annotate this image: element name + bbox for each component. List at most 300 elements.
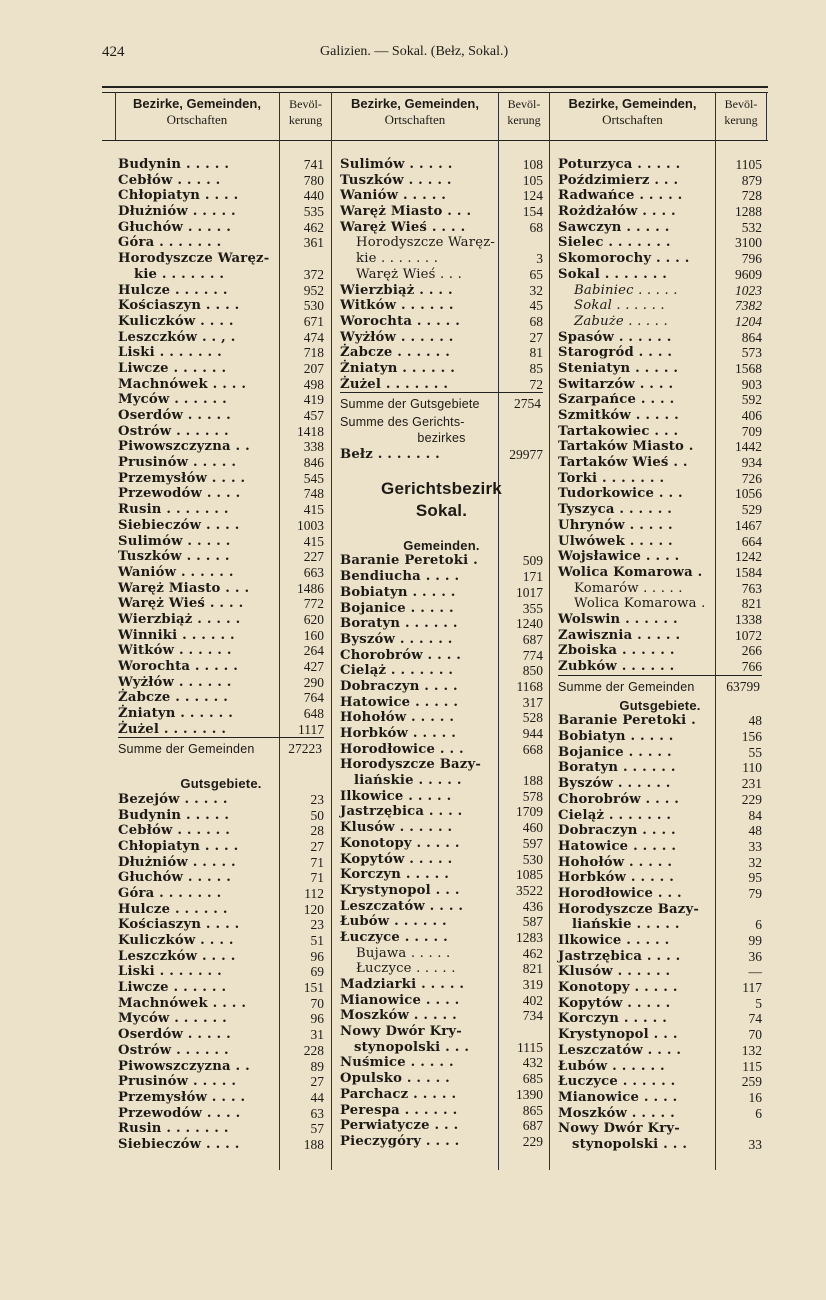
header-rule [102, 140, 768, 141]
population-value: 846 [303, 455, 324, 471]
table-row [340, 804, 543, 820]
table-row [340, 478, 543, 500]
population-value: 3 [536, 251, 543, 267]
table-row [558, 870, 762, 886]
table-row [340, 392, 543, 415]
place-name: Kopytów . . . . . [340, 851, 453, 867]
table-row [118, 408, 324, 424]
table-row [340, 415, 543, 431]
place-name: Perwiatycze . . . [340, 1118, 459, 1134]
table-row [118, 439, 324, 455]
table-row [118, 188, 324, 204]
place-name: Hulcze . . . . . . [118, 282, 228, 298]
table-row [558, 776, 762, 792]
place-name: Pieczygóry . . . . [340, 1133, 460, 1149]
table-row [118, 392, 324, 408]
table-row [118, 675, 324, 691]
population-value: 70 [310, 995, 324, 1011]
table-row [558, 745, 762, 761]
place-name: Liski . . . . . . . [118, 345, 222, 361]
place-name: Tyszyca . . . . . . [558, 502, 673, 518]
table-column-1 [118, 157, 324, 1153]
place-name: Siebieczów . . . . [118, 1136, 240, 1152]
table-row [340, 204, 543, 220]
place-name: Sulimów . . . . . [118, 533, 231, 549]
column-header-pop [499, 96, 549, 128]
place-name: Worochta . . . . . [118, 659, 239, 674]
column-header-name [332, 96, 498, 136]
population-value: 55 [748, 744, 762, 760]
table-row [118, 549, 324, 565]
table-row [118, 581, 324, 597]
table-row [118, 722, 324, 738]
population-value: 3522 [516, 882, 543, 898]
table-row [558, 251, 762, 267]
population-value: 188 [303, 1136, 324, 1152]
place-name: Waniów . . . . . . [118, 564, 234, 580]
place-name: Żużel . . . . . . . [118, 721, 227, 737]
table-row [118, 996, 324, 1012]
population-value: 71 [310, 870, 324, 886]
table-row [118, 792, 324, 808]
place-name: Ostrów . . . . . . [118, 423, 229, 439]
population-value: 3100 [735, 235, 762, 251]
table-row [340, 553, 543, 569]
place-name: Rusin . . . . . . . [118, 1121, 229, 1137]
place-name: Ostrów . . . . . . [118, 1042, 229, 1058]
place-name: Łubów . . . . . . [340, 914, 447, 930]
place-name: Opulsko . . . . . [340, 1071, 450, 1087]
population-value: 780 [303, 172, 324, 188]
summary-label: Summe der Gutsgebiete [340, 397, 480, 412]
table-row [340, 820, 543, 836]
population-value: 597 [522, 835, 543, 851]
place-name: Machnówek . . . . [118, 376, 247, 392]
summary-value: 63799 [726, 678, 760, 694]
place-name: Wierzbiąż . . . . . [118, 611, 241, 627]
population-value: 112 [304, 885, 324, 901]
header-subtitle: Ortschaften [602, 112, 663, 127]
population-value: 227 [303, 549, 324, 565]
population-value: 850 [522, 663, 543, 679]
place-name: Wierzbiąż . . . . [340, 282, 453, 298]
place-name: liańskie . . . . . [572, 917, 680, 933]
place-name: Waręż Wieś . . . . [340, 219, 466, 235]
population-value: 1242 [735, 549, 762, 565]
table-row [558, 220, 762, 236]
place-name: Cebłów . . . . . [118, 172, 221, 188]
population-value: 509 [522, 553, 543, 569]
table-row [340, 1040, 543, 1056]
header-title: Bevöl- [289, 97, 322, 111]
place-name: Przewodów . . . . [118, 1105, 241, 1121]
table-row [558, 235, 762, 251]
place-name: Horbków . . . . . [340, 726, 457, 741]
table-row [558, 1121, 762, 1137]
place-name: Witków . . . . . . [118, 643, 232, 659]
table-row [118, 314, 324, 330]
place-name: Głuchów . . . . . [118, 870, 232, 886]
column-header-name [550, 96, 715, 136]
table-row [558, 424, 762, 440]
population-value: 96 [310, 948, 324, 964]
place-name: Wolica Komarowa . [558, 564, 703, 580]
table-row [558, 408, 762, 424]
table-row [558, 565, 762, 581]
population-value: 952 [303, 282, 324, 298]
table-row [118, 1121, 324, 1137]
place-name: Zawisznia . . . . . [558, 627, 681, 643]
table-row [118, 737, 324, 760]
place-name: Przewodów . . . . [118, 486, 241, 502]
place-name: Waniów . . . . . [340, 188, 447, 204]
population-value: 124 [522, 188, 543, 204]
table-row [558, 917, 762, 933]
population-value: 934 [741, 455, 762, 471]
population-value: 68 [529, 219, 543, 235]
population-value: 529 [741, 502, 762, 518]
place-name: Sokal . . . . . . . [558, 266, 668, 282]
table-row [340, 1024, 543, 1040]
place-name: Rożdżałów . . . . [558, 204, 676, 220]
population-value: 1288 [735, 204, 762, 220]
table-row [558, 581, 762, 597]
top-rule [102, 86, 768, 88]
table-row [558, 1090, 762, 1106]
top-rule-thin [102, 92, 768, 93]
place-name: Boratyn . . . . . . [558, 760, 676, 776]
table-row [118, 502, 324, 518]
section-label: Gutsgebiete. [180, 776, 262, 792]
table-row [558, 902, 762, 918]
table-row [340, 836, 543, 852]
place-name: Nuśmice . . . . . [340, 1055, 454, 1071]
population-value: 81 [529, 345, 543, 361]
table-row [340, 220, 543, 236]
place-name: Mianowice . . . . [558, 1089, 678, 1105]
place-name: Sielec . . . . . . . [558, 235, 671, 251]
place-name: Horodyszcze Waręz- [356, 235, 496, 251]
table-row [340, 883, 543, 899]
table-row [558, 518, 762, 534]
section-label: Gerichtsbezirk [381, 479, 502, 499]
table-row [118, 902, 324, 918]
place-name: Madziarki . . . . . [340, 977, 465, 992]
place-name: Konotopy . . . . . [340, 835, 460, 851]
population-value: 1390 [516, 1086, 543, 1102]
table-row [118, 1043, 324, 1059]
population-value: 50 [310, 807, 324, 823]
population-value: 5 [755, 995, 762, 1011]
population-value: 63 [310, 1105, 324, 1121]
place-name: Cieląż . . . . . . . [558, 807, 672, 823]
population-value: 72 [529, 376, 543, 392]
table-row [118, 1027, 324, 1043]
place-name: Starogród . . . . [558, 345, 673, 361]
table-row [340, 773, 543, 789]
place-name: Korczyn . . . . . [558, 1011, 667, 1027]
table-row [340, 930, 543, 946]
population-value: 32 [529, 282, 543, 298]
place-name: stynopolski . . . [572, 1136, 688, 1152]
table-row [118, 361, 324, 377]
place-name: Dobraczyn . . . . [340, 678, 458, 694]
place-name: Uhrynów . . . . . [558, 517, 673, 533]
population-value: 266 [741, 643, 762, 659]
population-value: 36 [748, 948, 762, 964]
table-row [118, 886, 324, 902]
place-name: Bendiucha . . . . [340, 569, 460, 585]
place-name: Chłopiatyn . . . . [118, 838, 239, 854]
col-divider [766, 92, 767, 140]
population-value: 1442 [735, 439, 762, 455]
population-value: 796 [741, 251, 762, 267]
population-value: 944 [522, 726, 543, 741]
table-row [558, 471, 762, 487]
table-row [558, 949, 762, 965]
table-row [340, 330, 543, 346]
table-row [558, 392, 762, 408]
population-value: 28 [310, 823, 324, 839]
place-name: Hohołów . . . . . [558, 854, 673, 870]
population-value: 120 [303, 901, 324, 917]
population-value: 319 [522, 977, 543, 992]
table-row [340, 361, 543, 377]
place-name: Waręż Wieś . . . [356, 266, 462, 282]
table-row [118, 855, 324, 871]
place-name: Horodłowice . . . [558, 885, 682, 901]
place-name: Jastrzębica . . . . [558, 948, 681, 964]
table-row [558, 549, 762, 565]
place-name: Nowy Dwór Kry- [558, 1121, 680, 1137]
population-value: 117 [742, 980, 762, 996]
place-name: Horbków . . . . . [558, 870, 675, 886]
population-value: 648 [303, 706, 324, 722]
population-value: 51 [310, 933, 324, 948]
population-value: 33 [748, 838, 762, 854]
population-value: 27 [310, 1074, 324, 1090]
table-row [340, 648, 543, 664]
header-subtitle: kerung [724, 113, 758, 127]
population-value: 528 [522, 710, 543, 726]
population-value: 69 [310, 964, 324, 980]
population-value: 415 [303, 502, 324, 518]
table-row [558, 1043, 762, 1059]
population-value: 1338 [735, 611, 762, 627]
place-name: Hulcze . . . . . . [118, 901, 228, 917]
population-value: 415 [303, 533, 324, 549]
place-name: Dobraczyn . . . . [558, 823, 676, 839]
place-name: Byszów . . . . . . [558, 776, 671, 792]
population-value: 668 [522, 741, 543, 757]
table-row [118, 823, 324, 839]
place-name: Sawczyn . . . . . [558, 219, 670, 235]
table-row [118, 949, 324, 965]
place-name: Oserdów . . . . . [118, 408, 231, 423]
population-value: 27 [529, 329, 543, 345]
table-row [118, 267, 324, 283]
place-name: Baranie Peretoki . [558, 713, 696, 729]
population-value: 1023 [735, 282, 762, 298]
place-name: Zboiska . . . . . . [558, 643, 675, 659]
table-row [340, 679, 543, 695]
place-name: Radwańce . . . . . [558, 188, 683, 204]
table-row [558, 612, 762, 628]
table-row [558, 188, 762, 204]
place-name: Tuszków . . . . . [118, 549, 230, 565]
place-name: kie . . . . . . . [356, 251, 439, 267]
population-value: 110 [742, 760, 762, 776]
summary-label: Summe des Gerichts- [340, 415, 465, 430]
population-value: 89 [310, 1058, 324, 1074]
place-name: Parchacz . . . . . [340, 1086, 457, 1102]
population-value: 29977 [509, 446, 543, 462]
table-row [558, 267, 762, 283]
population-value: 171 [522, 569, 543, 585]
place-name: Ilkowice . . . . . [340, 788, 452, 804]
population-value: 685 [522, 1071, 543, 1087]
table-row [118, 628, 324, 644]
population-value: 361 [303, 235, 324, 251]
table-row [118, 980, 324, 996]
population-value: 44 [310, 1089, 324, 1105]
table-row [118, 471, 324, 487]
place-name: Myców . . . . . . [118, 1011, 227, 1027]
place-name: Łubów . . . . . . [558, 1058, 665, 1074]
place-name: Perespa . . . . . . [340, 1102, 458, 1118]
table-row [118, 518, 324, 534]
population-value: 1003 [297, 517, 324, 533]
table-row [558, 1059, 762, 1075]
table-row [340, 251, 543, 267]
table-row [340, 283, 543, 299]
place-name: Liski . . . . . . . [118, 964, 222, 980]
table-row [558, 980, 762, 996]
population-value: 1056 [735, 486, 762, 502]
population-value: 160 [303, 627, 324, 643]
place-name: Sulimów . . . . . [340, 157, 453, 172]
place-name: Prusinów . . . . . [118, 1074, 237, 1090]
table-row [558, 659, 762, 675]
place-name: Hohołów . . . . . [340, 710, 455, 726]
table-row [118, 377, 324, 393]
page-number: 424 [102, 44, 125, 60]
table-row [118, 760, 324, 776]
header-subtitle: kerung [288, 113, 323, 127]
table-row [340, 188, 543, 204]
table-row [340, 914, 543, 930]
population-value: 1105 [735, 157, 762, 172]
population-value: 68 [529, 313, 543, 329]
population-value: 879 [741, 172, 762, 188]
place-name: Moszków . . . . . [340, 1008, 457, 1024]
population-value: 338 [303, 439, 324, 455]
table-row [118, 808, 324, 824]
section-label: Gemeinden. [403, 537, 480, 553]
column-header-pop [280, 96, 331, 128]
table-row [340, 867, 543, 883]
place-name: Tartakowiec . . . [558, 423, 679, 439]
place-name: Tudorkowice . . . [558, 486, 683, 502]
population-value: 229 [741, 791, 762, 807]
column-header-name [115, 96, 279, 136]
table-row [340, 695, 543, 711]
place-name: Piwowszczyzna . . [118, 1058, 250, 1074]
place-name: Dłużniów . . . . . [118, 854, 236, 870]
place-name: stynopolski . . . [354, 1039, 470, 1055]
population-value: 71 [310, 854, 324, 870]
table-row [340, 569, 543, 585]
place-name: Klusów . . . . . . [340, 820, 453, 836]
place-name: Ilkowice . . . . . [558, 933, 670, 948]
population-value: 108 [522, 157, 543, 172]
population-value: 228 [303, 1042, 324, 1058]
place-name: Żniatyn . . . . . . [340, 360, 456, 376]
table-row [340, 1008, 543, 1024]
population-value: 105 [522, 172, 543, 188]
place-name: Bełz . . . . . . . [340, 446, 440, 462]
population-value: 1115 [517, 1039, 543, 1055]
place-name: Konotopy . . . . . [558, 980, 678, 996]
population-value: 65 [529, 266, 543, 282]
population-value: 709 [741, 423, 762, 439]
population-value: 419 [303, 392, 324, 408]
population-value: 1117 [298, 721, 324, 737]
population-value: 734 [522, 1008, 543, 1024]
place-name: Hatowice . . . . . [340, 694, 459, 710]
population-value: — [748, 964, 762, 980]
table-row [118, 157, 324, 173]
table-row [340, 852, 543, 868]
table-row [340, 462, 543, 478]
population-value: 264 [303, 643, 324, 659]
population-value: 31 [310, 1027, 324, 1043]
population-value: 79 [748, 885, 762, 901]
table-row [118, 659, 324, 675]
place-name: Korczyn . . . . . [340, 867, 449, 883]
table-row [118, 235, 324, 251]
population-value: 763 [741, 580, 762, 596]
table-row [118, 596, 324, 612]
place-name: Worochta . . . . . [340, 313, 461, 329]
place-name: Krystynopol . . . [558, 1027, 678, 1043]
place-name: Oserdów . . . . . [118, 1027, 231, 1043]
population-value: 764 [303, 690, 324, 706]
population-value: 1467 [735, 517, 762, 533]
population-value: 821 [522, 961, 543, 977]
place-name: Nowy Dwór Kry- [340, 1024, 462, 1040]
place-name: Waręż Miasto . . . [118, 580, 250, 596]
table-row [558, 643, 762, 659]
table-row [118, 612, 324, 628]
place-name: Chłopiatyn . . . . [118, 188, 239, 204]
table-row [340, 522, 543, 538]
place-name: Baranie Peretoki . [340, 553, 478, 569]
table-row [558, 486, 762, 502]
place-name: Chorobrów . . . . [340, 647, 462, 663]
table-row [558, 1074, 762, 1090]
table-row [118, 173, 324, 189]
table-row [118, 1137, 324, 1153]
place-name: Żabcze . . . . . . [340, 345, 450, 361]
population-value: 156 [741, 729, 762, 745]
population-value: 498 [303, 376, 324, 392]
table-row [340, 235, 543, 251]
table-row [118, 1106, 324, 1122]
table-row [118, 251, 324, 267]
population-value: 545 [303, 470, 324, 486]
place-name: kie . . . . . . . [134, 266, 225, 282]
